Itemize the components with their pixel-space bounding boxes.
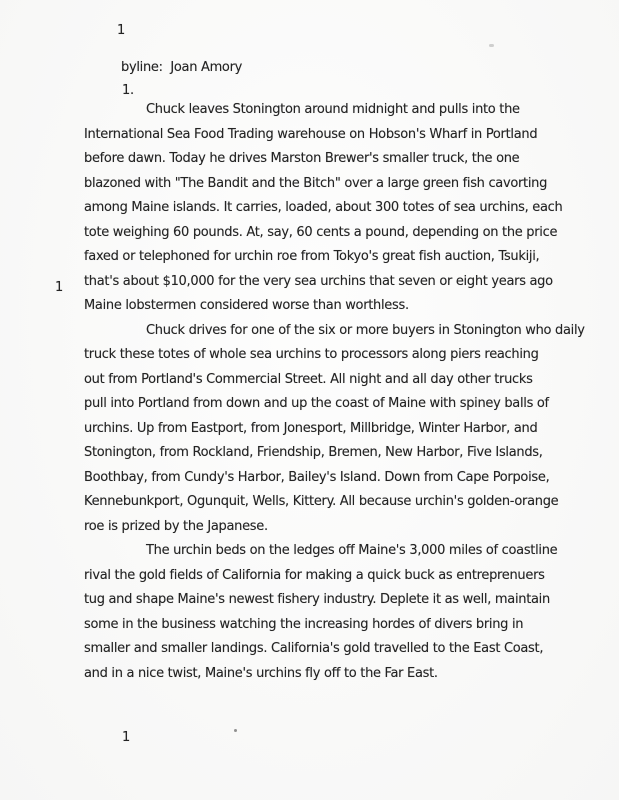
text-line: Maine lobstermen considered worse than worthless. bbox=[84, 298, 409, 313]
body-text bbox=[84, 98, 609, 686]
text-line: before dawn. Today he drives Marston Brewer's smaller truck, the one bbox=[84, 151, 520, 166]
text-line: International Sea Food Trading warehouse on Hobson's Wharf in Portland bbox=[84, 126, 538, 142]
text-line: out from Portland's Commercial Street. All night and all day other trucks bbox=[84, 371, 533, 387]
text-line: Chuck leaves Stonington around midnight and pulls into the bbox=[146, 102, 520, 117]
text-line: that's about $10,000 for the very sea urchins that seven or eight years ago bbox=[84, 273, 553, 289]
text-line: roe is prized by the Japanese. bbox=[84, 518, 268, 534]
text-line: Stonington, from Rockland, Friendship, Bremen, New Harbor, Five Islands, bbox=[84, 445, 543, 460]
scan-artifact-dot bbox=[234, 729, 237, 732]
text-line: tug and shape Maine's newest fishery industry. Deplete it as well, maintain bbox=[84, 592, 550, 607]
text-line: blazoned with "The Bandit and the Bitch" over a large green fish cavorting bbox=[84, 175, 548, 191]
text-line: urchins. Up from Eastport, from Jonesport, Millbridge, Winter Harbor, and bbox=[84, 420, 538, 436]
byline: byline: Joan Amory bbox=[121, 60, 243, 75]
text-line: and in a nice twist, Maine's urchins fly off to the Far East. bbox=[84, 665, 438, 681]
text-line: tote weighing 60 pounds. At, say, 60 cents a pound, depending on the price bbox=[84, 224, 558, 240]
text-line: Boothbay, from Cundy's Harbor, Bailey's Island. Down from Cape Porpoise, bbox=[84, 469, 550, 485]
page-number-bottom: 1 bbox=[122, 730, 130, 745]
paragraph-3 bbox=[84, 539, 609, 686]
text-line: The urchin beds on the ledges off Maine's 3,000 miles of coastline bbox=[146, 543, 558, 558]
text-line: truck these totes of whole sea urchins to processors along piers reaching bbox=[84, 347, 539, 362]
text-line: Chuck drives for one of the six or more buyers in Stonington who daily bbox=[146, 322, 585, 338]
page-number-top: 1 bbox=[117, 23, 125, 38]
paragraph-2 bbox=[84, 319, 609, 540]
page-number-margin: 1 bbox=[55, 280, 63, 295]
text-line: among Maine islands. It carries, loaded, about 300 totes of sea urchins, each bbox=[84, 200, 563, 215]
scan-artifact-dash bbox=[489, 44, 494, 47]
text-line: some in the business watching the increasing hordes of divers bring in bbox=[84, 616, 524, 632]
paragraph-1 bbox=[84, 98, 609, 319]
text-line: rival the gold fields of California for making a quick buck as entreprenuers bbox=[84, 567, 545, 583]
text-line: pull into Portland from down and up the coast of Maine with spiney balls of bbox=[84, 396, 549, 411]
text-line: smaller and smaller landings. California's gold travelled to the East Coast, bbox=[84, 641, 544, 656]
text-line: faxed or telephoned for urchin roe from Tokyo's great fish auction, Tsukiji, bbox=[84, 249, 540, 264]
text-line: Kennebunkport, Ogunquit, Wells, Kittery. All because urchin's golden-orange bbox=[84, 494, 559, 509]
section-number: 1. bbox=[122, 83, 134, 98]
